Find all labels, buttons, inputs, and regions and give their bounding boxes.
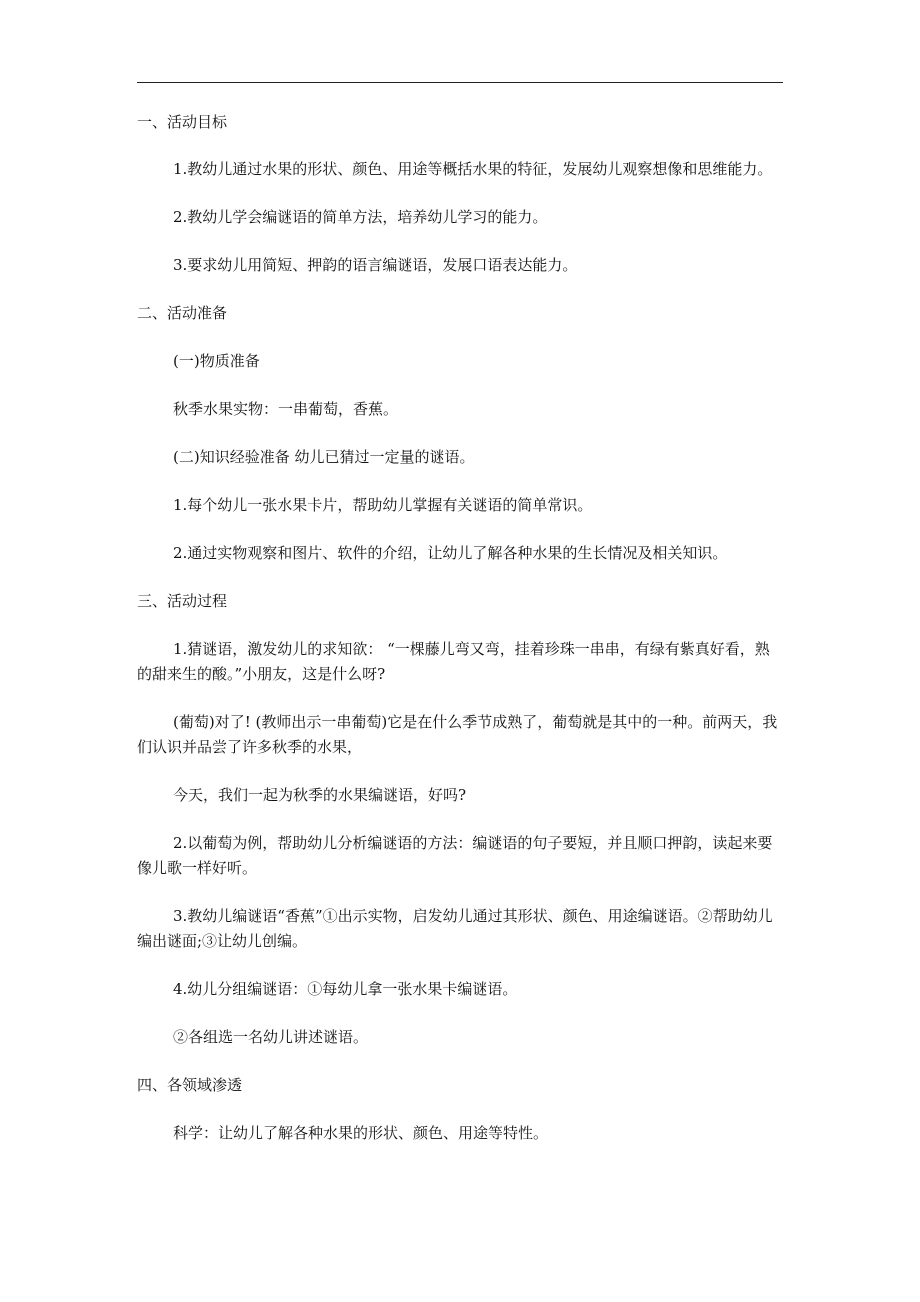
section-heading-preparation: 二、活动准备 — [137, 304, 228, 322]
process-step-1-answer: (葡萄)对了! (教师出示一串葡萄)它是在什么季节成熟了，葡萄就是其中的一种。前两天，我们认识并品尝了许多秋季的水果， — [137, 713, 778, 756]
prep-item-2: 2.通过实物观察和图片、软件的介绍，让幼儿了解各种水果的生长情况及相关知识。 — [173, 544, 728, 562]
goal-2: 2.教幼儿学会编谜语的简单方法，培养幼儿学习的能力。 — [173, 208, 548, 226]
header-rule — [137, 82, 783, 83]
prep-item-1: 1.每个幼儿一张水果卡片，帮助幼儿掌握有关谜语的简单常识。 — [173, 496, 593, 514]
process-step-1-prompt: 今天，我们一起为秋季的水果编谜语，好吗? — [173, 786, 467, 804]
process-step-3: 3.教幼儿编谜语“香蕉”①出示实物，启发幼儿通过其形状、颜色、用途编谜语。②帮助幼儿编出谜面;③让幼儿创编。 — [137, 907, 773, 950]
section-heading-process: 三、活动过程 — [137, 592, 228, 610]
goal-1: 1.教幼儿通过水果的形状、颜色、用途等概括水果的特征，发展幼儿观察想像和思维能力。 — [173, 160, 773, 178]
process-step-1: 1.猜谜语，激发幼儿的求知欲： “一棵藤儿弯又弯，挂着珍珠一串串，有绿有紫真好看，熟的甜来生的酸。”小朋友，这是什么呀? — [137, 640, 770, 683]
section-heading-domains: 四、各领域渗透 — [137, 1076, 243, 1094]
domain-science: 科学：让幼儿了解各种水果的形状、颜色、用途等特性。 — [173, 1124, 549, 1142]
document-body — [137, 110, 783, 1146]
prep-knowledge-heading: (二)知识经验准备 幼儿已猜过一定量的谜语。 — [173, 448, 475, 466]
prep-material-items: 秋季水果实物：一串葡萄，香蕉。 — [173, 400, 399, 418]
process-step-2: 2.以葡萄为例，帮助幼儿分析编谜语的方法：编谜语的句子要短，并且顺口押韵，读起来要像儿歌一样好听。 — [137, 834, 773, 877]
section-heading-goals: 一、活动目标 — [137, 113, 228, 131]
process-step-4-sub: ②各组选一名幼儿讲述谜语。 — [173, 1028, 369, 1046]
prep-material-heading: (一)物质准备 — [173, 352, 260, 370]
process-step-4: 4.幼儿分组编谜语：①每幼儿拿一张水果卡编谜语。 — [173, 980, 518, 998]
goal-3: 3.要求幼儿用简短、押韵的语言编谜语，发展口语表达能力。 — [173, 256, 578, 274]
